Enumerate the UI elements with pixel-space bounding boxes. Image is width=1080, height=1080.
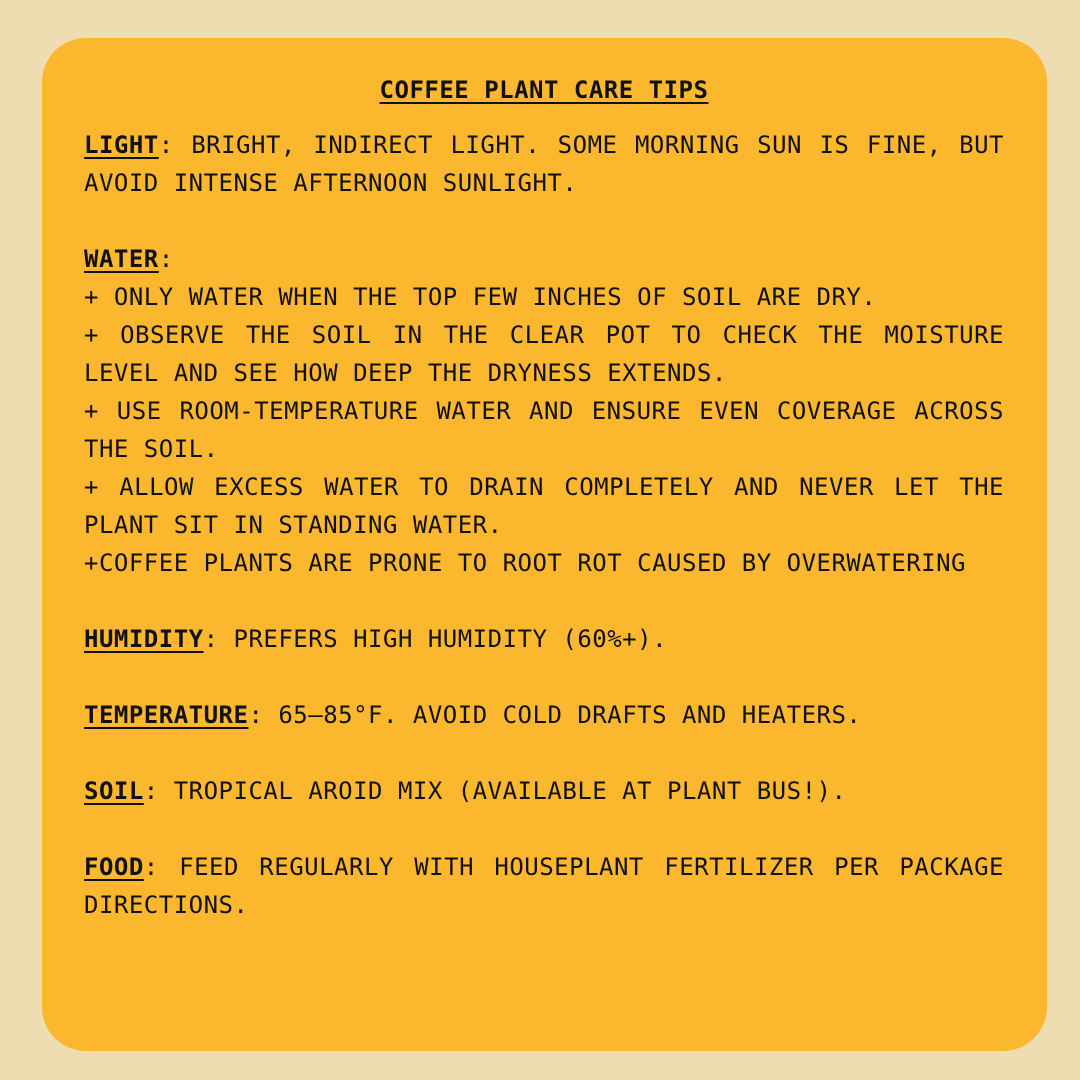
light-separator: :	[158, 131, 174, 159]
temperature-text: 65–85°F. AVOID COLD DRAFTS AND HEATERS.	[263, 701, 862, 729]
section-water	[84, 240, 1004, 582]
humidity-separator: :	[203, 625, 219, 653]
light-label: LIGHT	[84, 131, 159, 159]
water-tip: + USE ROOM-TEMPERATURE WATER AND ENSURE EVEN COVERAGE ACROSS THE SOIL.	[84, 397, 1004, 463]
soil-paragraph	[84, 772, 1004, 810]
water-tip: + ALLOW EXCESS WATER TO DRAIN COMPLETELY AND NEVER LET THE PLANT SIT IN STANDING WATER.	[84, 473, 1004, 539]
section-food	[84, 848, 1004, 924]
food-text: FEED REGULARLY WITH HOUSEPLANT FERTILIZER PER PACKAGE DIRECTIONS.	[84, 853, 1004, 919]
temperature-separator: :	[248, 701, 264, 729]
water-label: WATER	[84, 245, 159, 273]
soil-text: TROPICAL AROID MIX (AVAILABLE AT PLANT BUS!).	[158, 777, 847, 805]
food-separator: :	[143, 853, 159, 881]
humidity-text: PREFERS HIGH HUMIDITY (60%+).	[218, 625, 668, 653]
humidity-paragraph	[84, 620, 1004, 658]
water-heading	[84, 240, 1004, 278]
humidity-label: HUMIDITY	[84, 625, 204, 653]
section-light	[84, 126, 1004, 202]
section-soil	[84, 772, 1004, 810]
soil-label: SOIL	[84, 777, 144, 805]
page-title: COFFEE PLANT CARE TIPS	[379, 76, 709, 104]
temperature-paragraph	[84, 696, 1004, 734]
soil-separator: :	[143, 777, 159, 805]
light-paragraph	[84, 126, 1004, 202]
section-humidity	[84, 620, 1004, 658]
care-tips-content	[84, 70, 1004, 962]
light-text: BRIGHT, INDIRECT LIGHT. SOME MORNING SUN IS FINE, BUT AVOID INTENSE AFTERNOON SUNLIGHT.	[84, 131, 1004, 197]
food-label: FOOD	[84, 853, 144, 881]
food-paragraph	[84, 848, 1004, 924]
water-tip: + ONLY WATER WHEN THE TOP FEW INCHES OF SOIL ARE DRY.	[84, 283, 877, 311]
temperature-label: TEMPERATURE	[84, 701, 249, 729]
water-tip: + OBSERVE THE SOIL IN THE CLEAR POT TO CHECK THE MOISTURE LEVEL AND SEE HOW DEEP THE DRYNESS EXTENDS.	[84, 321, 1004, 387]
water-tip: +COFFEE PLANTS ARE PRONE TO ROOT ROT CAUSED BY OVERWATERING	[84, 549, 967, 577]
section-temperature	[84, 696, 1004, 734]
water-separator: :	[158, 245, 174, 273]
